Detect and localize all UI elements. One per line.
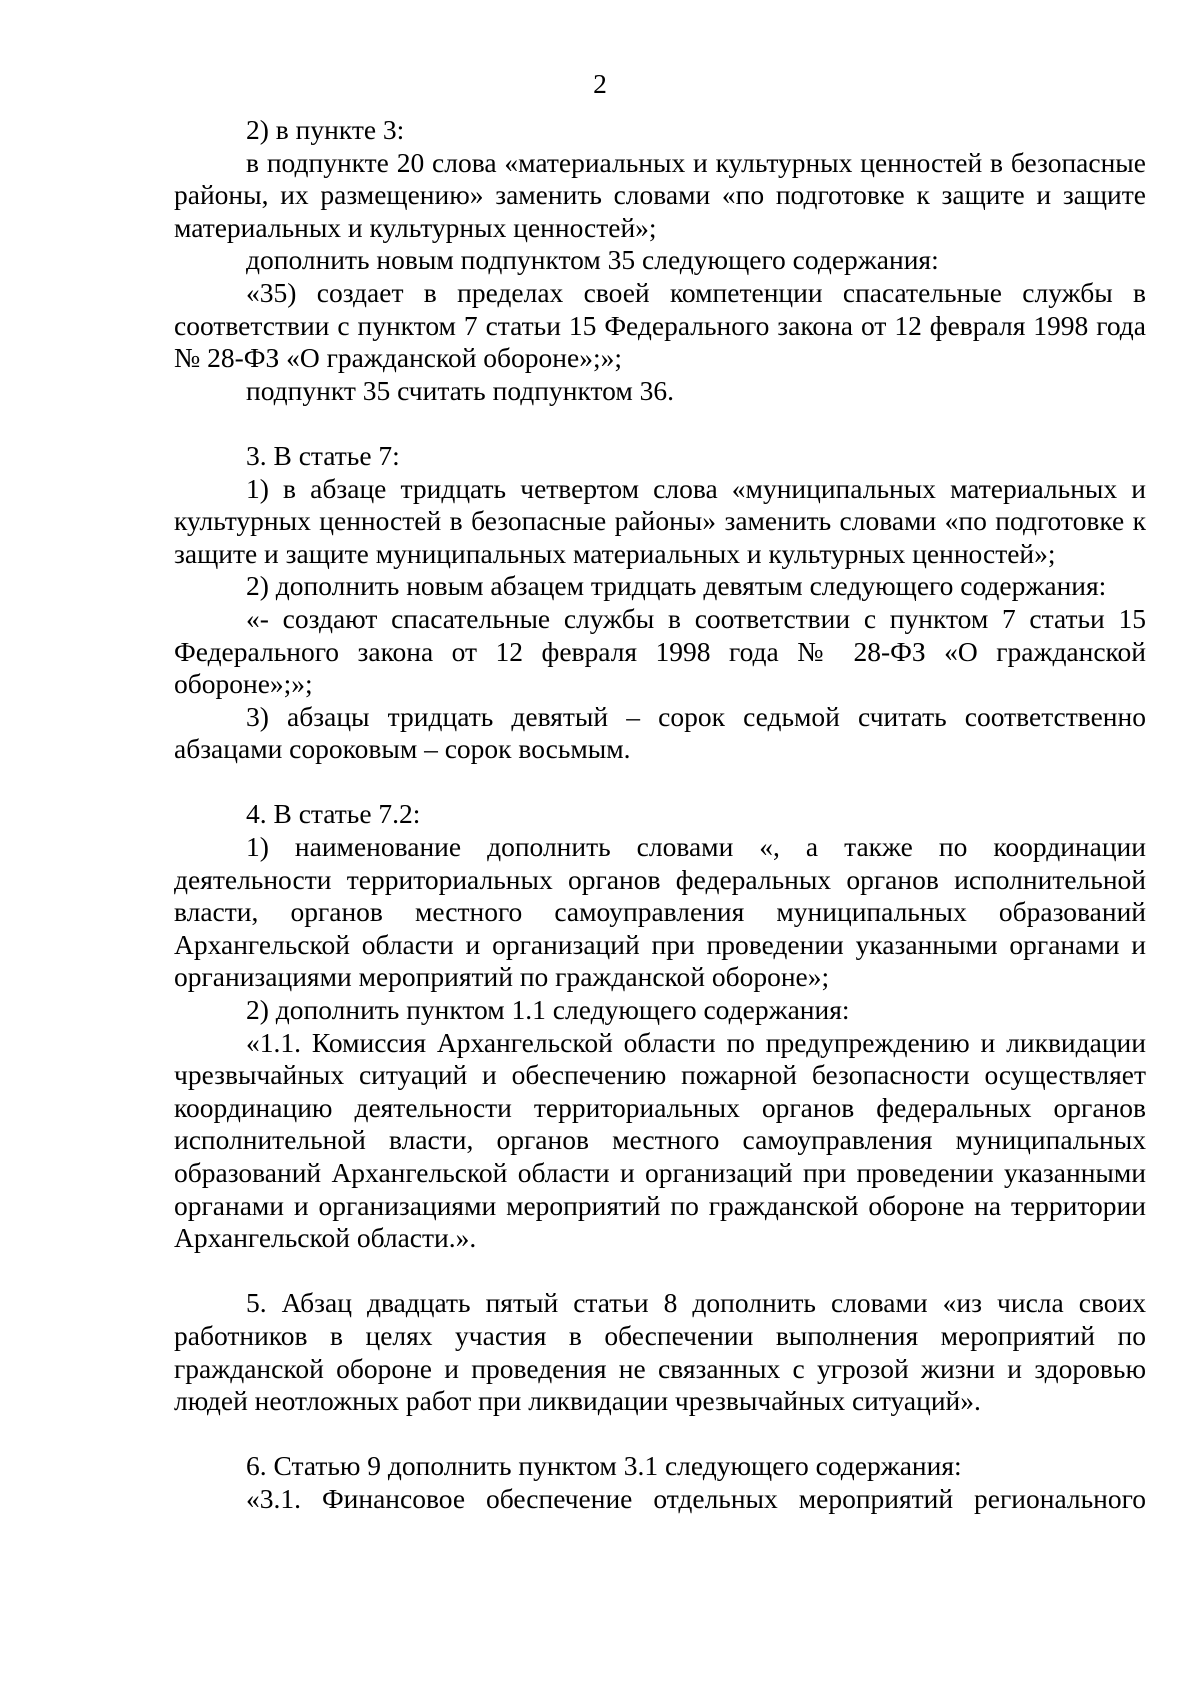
paragraph-section-4-item-1: 1) наименование дополнить словами «, а также по координации деятельности территориальных органов федеральных органов исполнительной власти, органов местного самоуправления муниципальных образований Архангельской области и организаций при проведении указанными органами и организациями мероприятий по гражданской обороне»; bbox=[174, 831, 1146, 993]
paragraph-subitem-20-amendment: в подпункте 20 слова «материальных и культурных ценностей в безопасные районы, их размещению» заменить словами «по подготовке к защите и защите материальных и культурных ценностей»; bbox=[174, 146, 1146, 243]
paragraph-item-3-heading: 2) в пункте 3: bbox=[246, 114, 405, 145]
document-body bbox=[174, 114, 1146, 1516]
paragraph-section-6-quote: «3.1. Финансовое обеспечение отдельных мероприятий регионального bbox=[246, 1482, 1146, 1514]
section-4-heading: 4. В статье 7.2: bbox=[246, 798, 421, 830]
paragraph-subitem-35-text: «35) создает в пределах своей компетенции спасательные службы в соответствии с пунктом 7 статьи 15 Федерального закона от 12 февраля 1998 года № 28-ФЗ «О гражданской обороне»;»; bbox=[174, 276, 1146, 374]
section-5-paragraph: 5. Абзац двадцать пятый статьи 8 дополнить словами «из числа своих работников в целях участия в обеспечении выполнения мероприятий по гражданской обороне и проведения не связанных с угрозой жизни и здоровью людей неотложных работ при ликвидации чрезвычайных ситуаций». bbox=[174, 1287, 1146, 1417]
paragraph-section-3-quote: «- создают спасательные службы в соответствии с пунктом 7 статьи 15 Федерального закона от 12 февраля 1998 года № 28-ФЗ «О гражданской обороне»;»; bbox=[174, 602, 1146, 700]
page-number: 2 bbox=[593, 68, 607, 99]
paragraph-renumber-subitem: подпункт 35 считать подпунктом 36. bbox=[246, 374, 674, 406]
paragraph-section-4-quote: «1.1. Комиссия Архангельской области по предупреждению и ликвидации чрезвычайных ситуаций и обеспечению пожарной безопасности осуществляет координацию деятельности территориальных органов федеральных органов исполнительной власти, органов местного самоуправления муниципальных образований Архангельской области и организаций при проведении указанными органами и организациями мероприятий по гражданской обороне на территории Архангельской области.». bbox=[174, 1026, 1146, 1254]
paragraph-section-4-item-2: 2) дополнить пунктом 1.1 следующего содержания: bbox=[246, 994, 850, 1026]
paragraph-section-3-item-2: 2) дополнить новым абзацем тридцать девятым следующего содержания: bbox=[246, 570, 1107, 602]
paragraph-section-3-item-3: 3) абзацы тридцать девятый – сорок седьмой считать соответственно абзацами сороковым – сорок восьмым. bbox=[174, 700, 1146, 765]
section-6-heading: 6. Статью 9 дополнить пунктом 3.1 следующего содержания: bbox=[246, 1450, 962, 1482]
section-3-heading: 3. В статье 7: bbox=[246, 439, 400, 471]
paragraph-add-subitem-35: дополнить новым подпунктом 35 следующего содержания: bbox=[246, 244, 939, 276]
paragraph-section-3-item-1: 1) в абзаце тридцать четвертом слова «муниципальных материальных и культурных ценностей в безопасные районы» заменить словами «по подготовке к защите и защите муниципальных материальных и культурных ценностей»; bbox=[174, 472, 1146, 569]
